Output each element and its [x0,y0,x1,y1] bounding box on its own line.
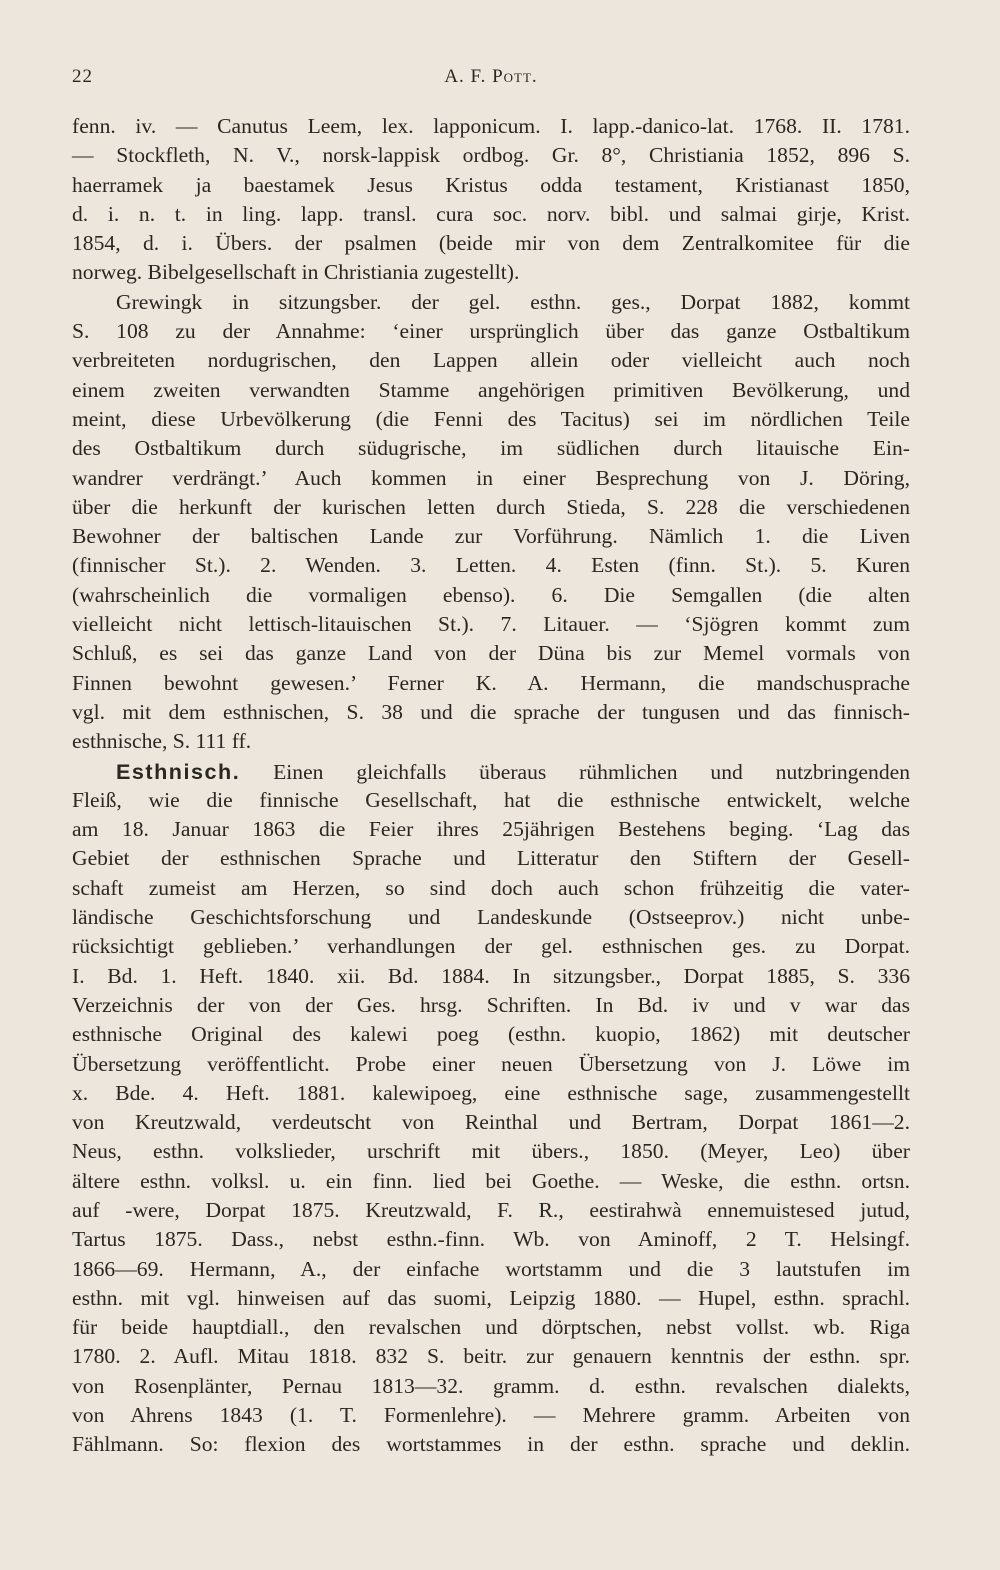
text-line: I. Bd. 1. Heft. 1840. xii. Bd. 1884. In sitzungsber., Dorpat 1885, S. 336 [72,963,910,988]
text-line: auf -were, Dorpat 1875. Kreutzwald, F. R., eestirahwà ennemuistesed jutud, [72,1197,910,1222]
text-line: 1780. 2. Aufl. Mitau 1818. 832 S. beitr. zur genauern kenntnis der esthn. spr. [72,1344,910,1369]
text-line: Neus, esthn. volkslieder, urschrift mit übers., 1850. (Meyer, Leo) über [72,1139,910,1164]
text-line: d. i. n. t. in ling. lapp. transl. cura soc. norv. bibl. und salmai girje, Krist. [72,201,910,226]
text-line: wandrer verdrängt.’ Auch kommen in einer Besprechung von J. Döring, [72,465,910,490]
text-line: (wahrscheinlich die vormaligen ebenso). 6. Die Semgallen (die alten [72,582,910,607]
text-line: von Ahrens 1843 (1. T. Formenlehre). — Mehrere gramm. Arbeiten von [72,1403,910,1428]
body-text [72,112,910,1460]
text-line: esthnische, S. 111 ff. [72,729,252,754]
section-lead-line [72,757,910,786]
text-line: Tartus 1875. Dass., nebst esthn.-finn. Wb. von Aminoff, 2 T. Helsingf. [72,1227,910,1252]
text-line: ländische Geschichtsforschung und Landeskunde (Ostseeprov.) nicht unbe- [72,905,910,930]
text-line: fenn. iv. — Canutus Leem, lex. lapponicum. I. lapp.-danico-lat. 1768. II. 1781. [72,114,910,138]
text-line: Bewohner der baltischen Lande zur Vorführung. Nämlich 1. die Liven [72,524,910,549]
text-line: schaft zumeist am Herzen, so sind doch auch schon frühzeitig die vater- [72,875,910,900]
text-line: rücksichtigt geblieben.’ verhandlungen der gel. esthnischen ges. zu Dorpat. [72,934,910,959]
text-line: verbreiteten nordugrischen, den Lappen allein oder vielleicht auch noch [72,348,910,373]
text-line: Grewingk in sitzungsber. der gel. esthn. ges., Dorpat 1882, kommt [116,289,910,314]
section-heading-esthnisch: Esthnisch. [116,758,241,784]
text-line: des Ostbaltikum durch südugrische, im südlichen durch litauische Ein- [72,436,910,461]
text-line: von Kreutzwald, verdeutscht von Reinthal und Bertram, Dorpat 1861—2. [72,1110,910,1135]
text-line: esthnische Original des kalewi poeg (esthn. kuopio, 1862) mit deutscher [72,1022,910,1047]
text-line: Fählmann. So: flexion des wortstammes in der esthn. sprache und deklin. [72,1432,910,1457]
text-line: einem zweiten verwandten Stamme angehörigen primitiven Bevölkerung, und [72,377,910,402]
text-line: am 18. Januar 1863 die Feier ihres 25jährigen Bestehens beging. ‘Lag das [72,817,910,842]
text-line: — Stockfleth, N. V., norsk-lappisk ordbog. Gr. 8°, Christiania 1852, 896 S. [72,143,910,168]
text-line: Fleiß, wie die finnische Gesellschaft, hat die esthnische entwickelt, welche [72,787,910,812]
text-line: Übersetzung veröffentlicht. Probe einer neuen Übersetzung von J. Löwe im [72,1051,910,1076]
page-number: 22 [72,66,93,87]
text-line: S. 108 zu der Annahme: ‘einer ursprünglich über das ganze Ostbaltikum [72,319,910,344]
text-line: Finnen bewohnt gewesen.’ Ferner K. A. Hermann, die mandschusprache [72,670,910,695]
text-line: esthn. mit vgl. hinweisen auf das suomi, Leipzig 1880. — Hupel, esthn. sprachl. [72,1285,910,1310]
text-line: über die herkunft der kurischen letten durch Stieda, S. 228 die verschiedenen [72,494,910,519]
text-line: norweg. Bibelgesellschaft in Christiania zugestellt). [72,260,520,285]
text-line: Gebiet der esthnischen Sprache und Litteratur den Stiftern der Gesell- [72,846,910,871]
text-line: (finnischer St.). 2. Wenden. 3. Letten. 4. Esten (finn. St.). 5. Kuren [72,553,910,578]
text-line: x. Bde. 4. Heft. 1881. kalewipoeg, eine esthnische sage, zusammengestellt [72,1080,910,1105]
running-title: A. F. Pott. [444,66,538,87]
text-line: vielleicht nicht lettisch-litauischen St.). 7. Litauer. — ‘Sjögren kommt zum [72,612,910,637]
text-line: vgl. mit dem esthnischen, S. 38 und die sprache der tungusen und das finnisch- [72,699,910,724]
text-line: für beide hauptdiall., den revalschen und dörptschen, nebst vollst. wb. Riga [72,1315,910,1340]
text-fragment: Einen gleichfalls überaus rühmlichen und nutzbringenden [240,759,910,784]
text-line: von Rosenplänter, Pernau 1813—32. gramm. d. esthn. revalschen dialekts, [72,1373,910,1398]
text-line: meint, diese Urbevölkerung (die Fenni des Tacitus) sei im nördlichen Teile [72,406,910,431]
text-line: ältere esthn. volksl. u. ein finn. lied bei Goethe. — Weske, die esthn. ortsn. [72,1168,910,1193]
text-line: Schluß, es sei das ganze Land von der Düna bis zur Memel vormals von [72,641,910,666]
text-line: haerramek ja baestamek Jesus Kristus odda testament, Kristianast 1850, [72,172,910,197]
text-line: 1866—69. Hermann, A., der einfache wortstamm und die 3 lautstufen im [72,1256,910,1281]
text-line: 1854, d. i. Übers. der psalmen (beide mir von dem Zentralkomitee für die [72,231,910,256]
page-header [72,66,910,96]
text-line: Verzeichnis der von der Ges. hrsg. Schriften. In Bd. iv und v war das [72,992,910,1017]
